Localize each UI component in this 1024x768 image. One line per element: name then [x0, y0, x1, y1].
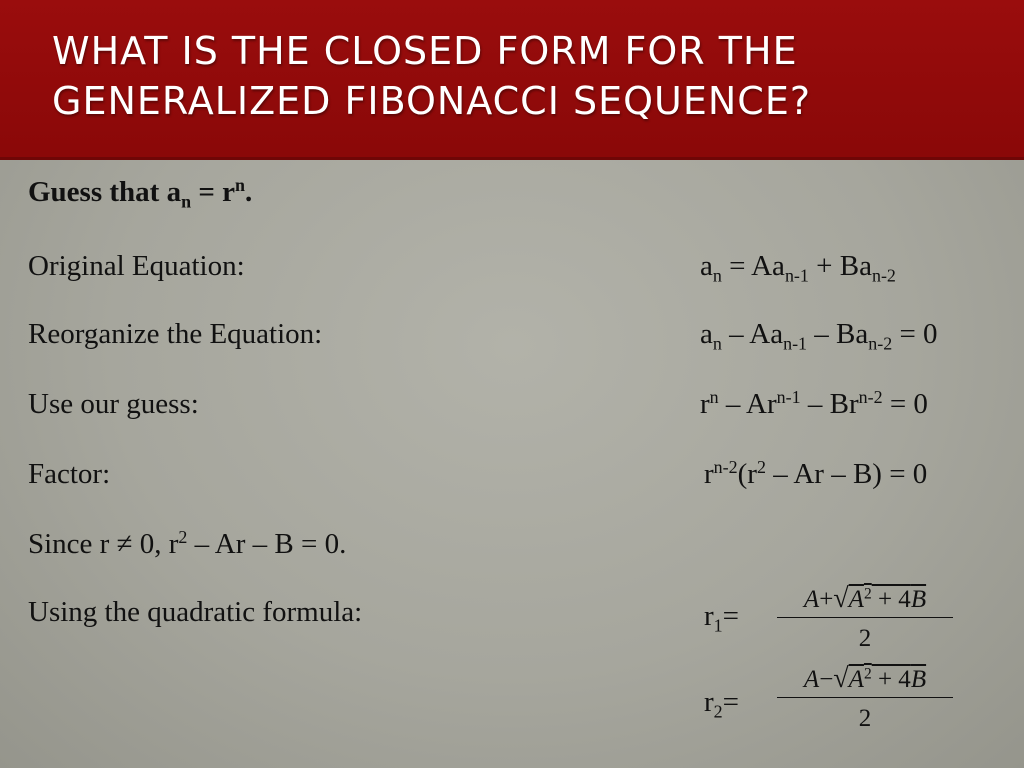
since-statement: Since r ≠ 0, $r^2 - Ar - B = 0$.: [28, 527, 347, 560]
original-equation-label: Original Equation:: [28, 250, 245, 282]
reorganized-equation: $a_n - Aa_{n-1} - Ba_{n-2} = 0$: [700, 318, 938, 354]
factor-label: Factor:: [28, 458, 111, 490]
r2-numerator: $A-√A^2 + 4B$: [803, 663, 927, 694]
row-since: [0, 528, 1024, 572]
guess-line: [0, 176, 1024, 220]
title-bar: [0, 0, 1024, 160]
sqrt-icon: √: [833, 583, 849, 614]
reorganize-label: Reorganize the Equation:: [28, 318, 323, 350]
r2-label: $r_2=$: [704, 686, 740, 722]
factored-equation: $r^{n-2}(r^2 - Ar - B) = 0$: [704, 457, 928, 490]
use-guess-label: Use our guess:: [28, 388, 199, 420]
quadratic-label: Using the quadratic formula:: [28, 596, 363, 628]
r1-fraction-bar: [777, 617, 953, 618]
r2-fraction: [777, 662, 953, 734]
r1-denominator: 2: [858, 625, 872, 652]
r2-fraction-bar: [777, 697, 953, 698]
guess-statement: Guess that $a_n = r^n$.: [28, 175, 253, 212]
guess-equation: $r^n - Ar^{n-1} - Br^{n-2} = 0$: [700, 387, 928, 420]
sqrt-icon: √: [833, 663, 849, 694]
row-original-equation: [0, 250, 1024, 294]
slide-title: WHAT IS THE CLOSED FORM FOR THE GENERALIZED FIBONACCI SEQUENCE?: [52, 29, 811, 123]
row-reorganize: [0, 318, 1024, 362]
r1-fraction: [777, 582, 953, 654]
original-equation: $a_n = Aa_{n-1} + Ba_{n-2}$: [700, 250, 896, 286]
r2-denominator: 2: [858, 705, 872, 732]
row-use-guess: [0, 388, 1024, 432]
r1-numerator: $A+√A^2 + 4B$: [803, 583, 927, 614]
r1-label: $r_1=$: [704, 600, 740, 636]
row-factor: [0, 458, 1024, 502]
